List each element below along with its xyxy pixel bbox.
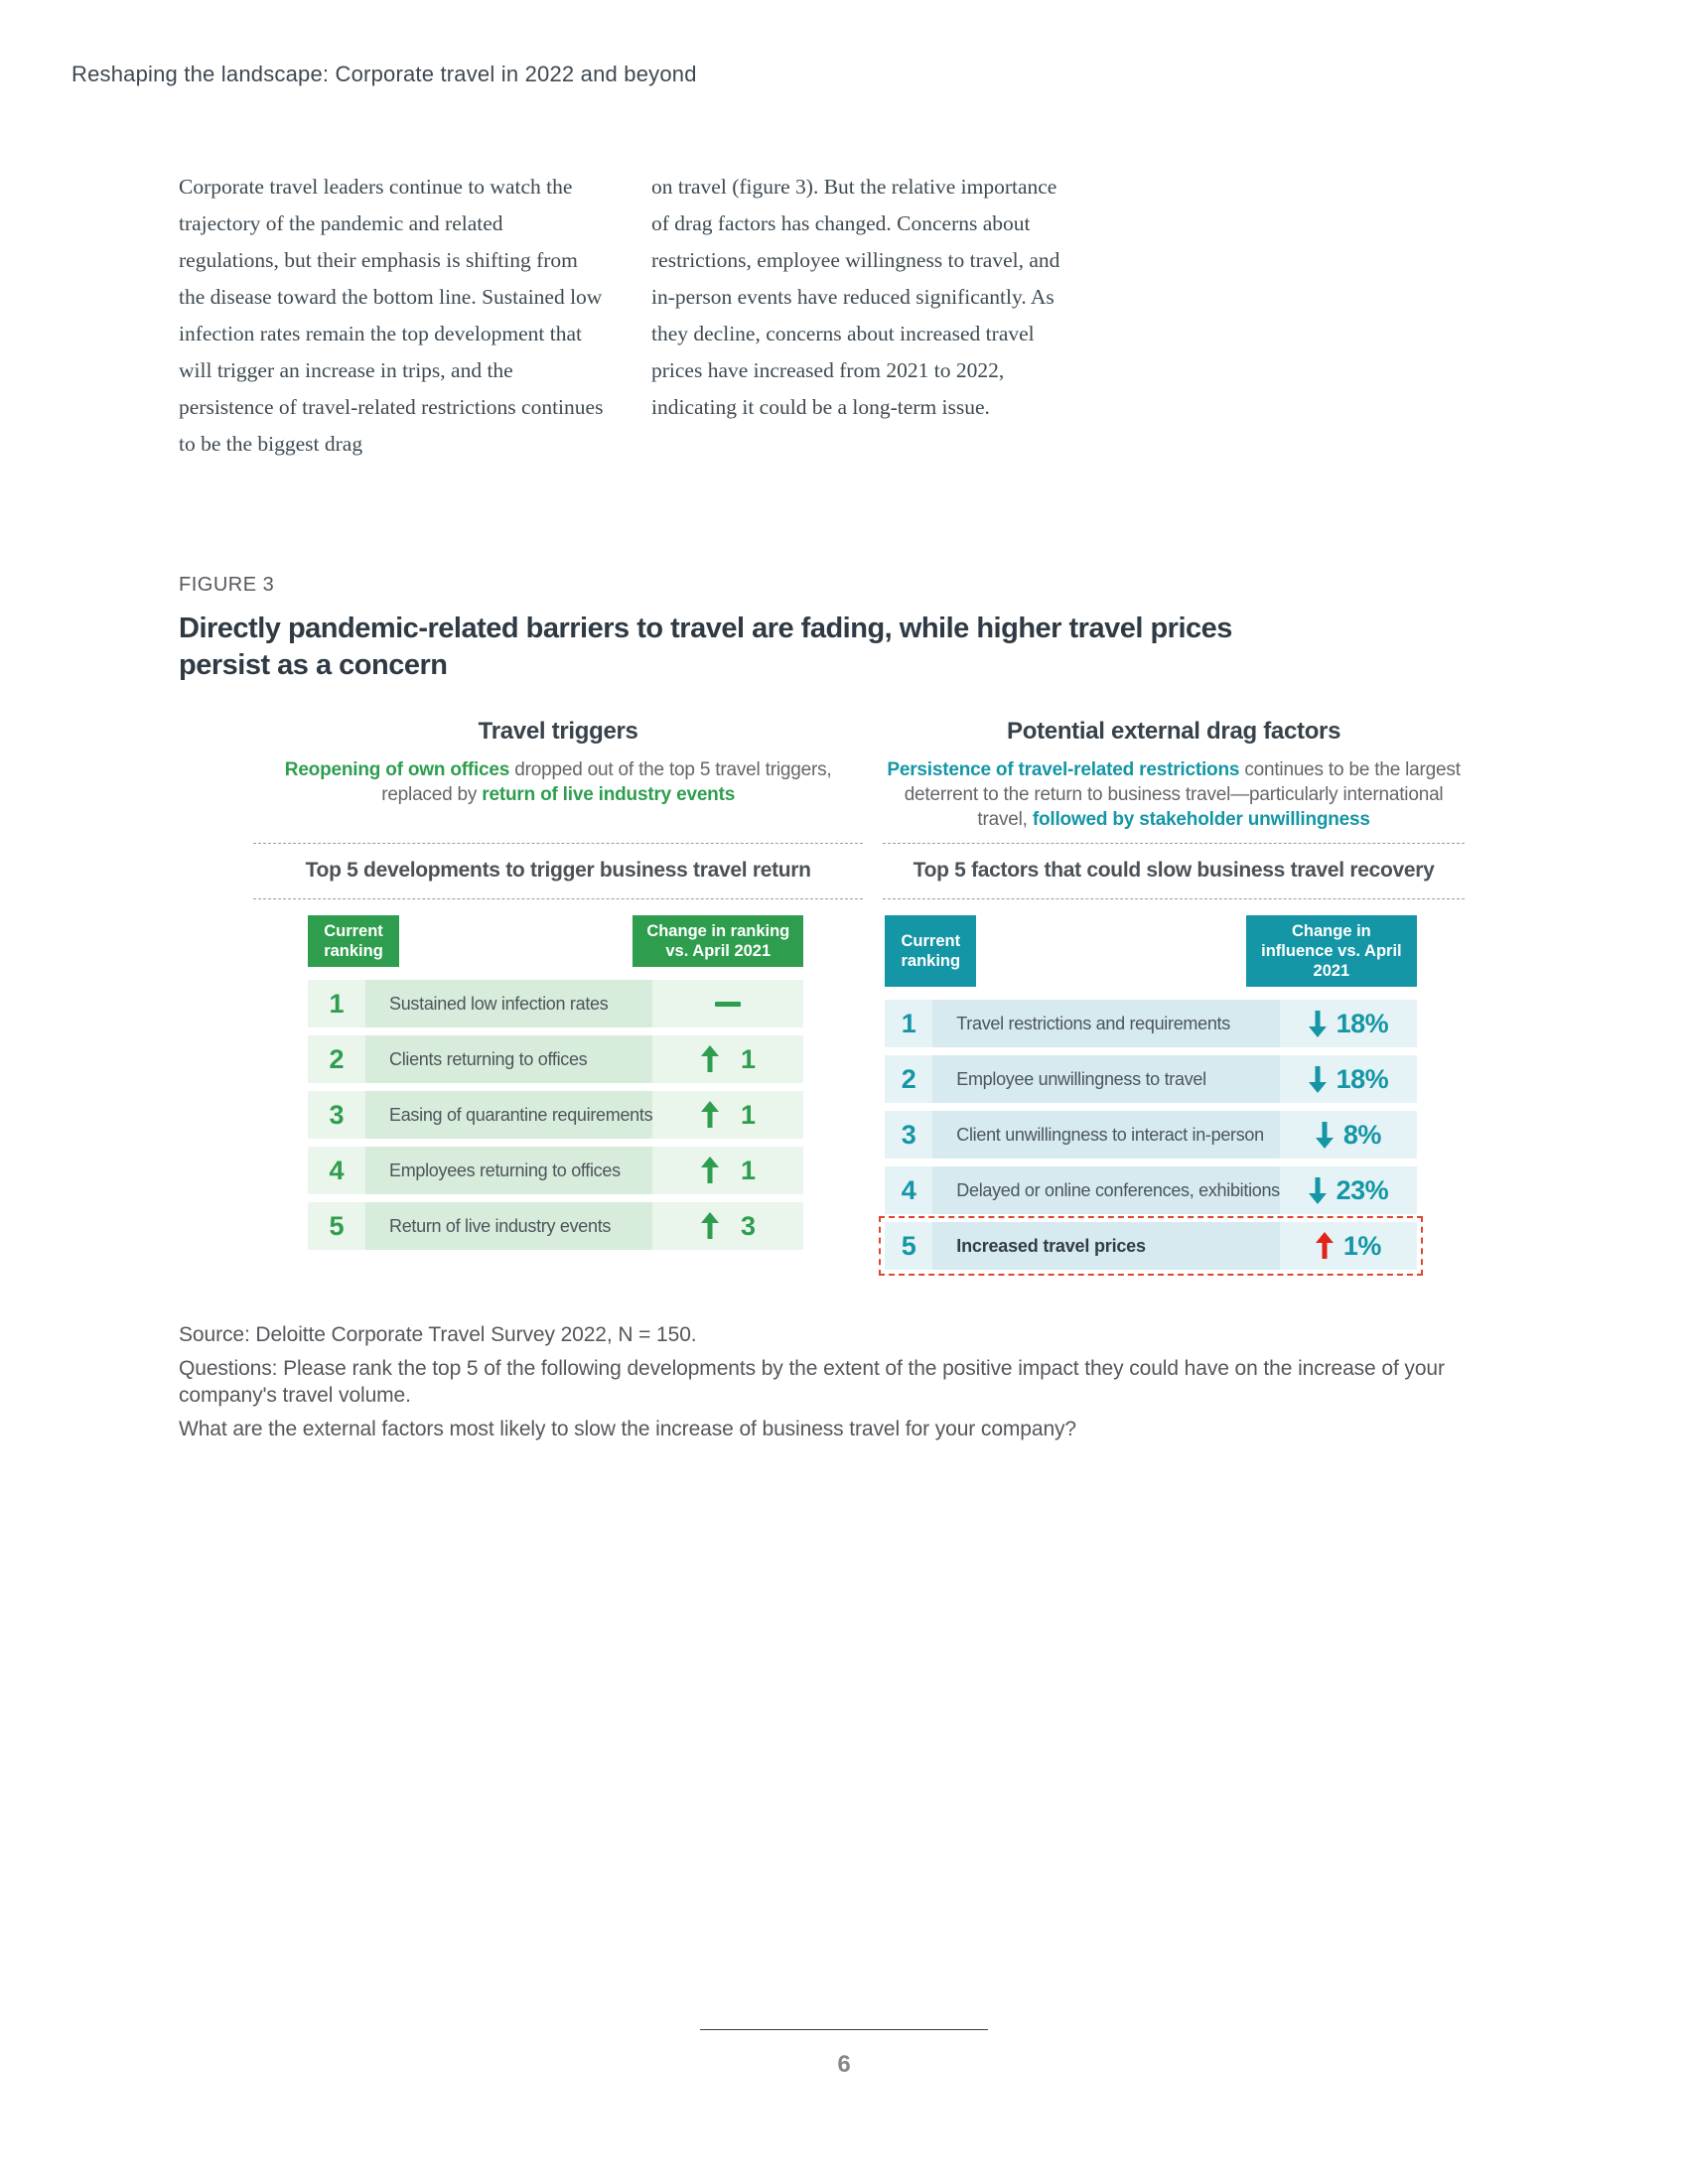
change-value: 18%	[1336, 1063, 1389, 1094]
rank-number: 2	[885, 1055, 932, 1103]
row-label: Return of live industry events	[365, 1202, 652, 1250]
table-row	[308, 1091, 803, 1139]
panel-heading: Potential external drag factors	[1007, 718, 1341, 745]
source-notes	[179, 1321, 1462, 1442]
change-in-ranking-chip: Change in ranking vs. April 2021	[633, 915, 803, 967]
table-row	[308, 980, 803, 1027]
table-row	[308, 1147, 803, 1194]
figure-title: Directly pandemic-related barriers to travel are fading, while higher travel prices persist as a concern	[179, 613, 1232, 681]
rank-number: 3	[885, 1111, 932, 1159]
page-content	[179, 169, 1462, 1449]
rank-number: 4	[308, 1147, 365, 1194]
figure-label: FIGURE 3	[179, 574, 275, 596]
no-change-dash-icon	[715, 1002, 741, 1007]
change-cell	[1280, 1166, 1417, 1214]
rank-number: 1	[308, 980, 365, 1027]
row-label: Delayed or online conferences, exhibitions	[932, 1166, 1280, 1214]
table-row	[308, 1035, 803, 1083]
current-ranking-chip: Current ranking	[308, 915, 399, 967]
change-value: 1	[741, 1043, 756, 1074]
current-ranking-chip: Current ranking	[885, 915, 976, 987]
table-row	[885, 1000, 1417, 1047]
row-label: Employee unwillingness to travel	[932, 1055, 1280, 1103]
panel-subtitle	[883, 757, 1465, 843]
change-cell	[652, 1147, 803, 1194]
footer-divider	[700, 2029, 988, 2030]
row-label: Clients returning to offices	[365, 1035, 652, 1083]
drag-factors-panel	[883, 718, 1465, 1278]
subtitle-text-part: continues to be the largest deterrent to the return to business travel—particularly international travel,	[904, 759, 1461, 830]
rank-number: 1	[885, 1000, 932, 1047]
rank-number: 5	[308, 1202, 365, 1250]
intro-paragraph-left: Corporate travel leaders continue to watch the trajectory of the pandemic and related regulations, but their emphasis is shifting from the disease toward the bottom line. Sustained low infection rates remain the top development that will trigger an increase in trips, and the persistence of travel-related restrictions continues to be the biggest drag	[179, 175, 604, 456]
table-rows	[885, 1000, 1417, 1270]
rank-number: 2	[308, 1035, 365, 1083]
drag-factors-table	[885, 915, 1417, 1270]
panel-band-title: Top 5 developments to trigger business travel return	[253, 843, 863, 899]
row-label: Travel restrictions and requirements	[932, 1000, 1280, 1047]
up-arrow-icon	[701, 1157, 719, 1184]
change-in-influence-chip: Change in influence vs. April 2021	[1246, 915, 1417, 987]
change-cell	[1280, 1055, 1417, 1103]
change-value: 1%	[1342, 1230, 1381, 1261]
down-arrow-icon	[1316, 1121, 1334, 1149]
rank-number: 5	[885, 1222, 932, 1270]
change-cell	[1280, 1000, 1417, 1047]
down-arrow-icon	[1309, 1065, 1327, 1093]
figure-panels	[253, 718, 1461, 1278]
table-row	[885, 1222, 1417, 1270]
source-question-1: Questions: Please rank the top 5 of the following developments by the extent of the positive impact they could have on the increase of your company's travel volume.	[179, 1357, 1445, 1407]
up-arrow-icon	[701, 1212, 719, 1240]
subtitle-text-part: return of live industry events	[482, 784, 736, 805]
table-row	[885, 1111, 1417, 1159]
up-arrow-icon	[701, 1045, 719, 1073]
change-value: 3	[741, 1210, 756, 1241]
subtitle-text-part: Persistence of travel-related restrictions	[887, 759, 1240, 780]
change-cell	[652, 980, 803, 1027]
change-value: 8%	[1342, 1119, 1381, 1150]
row-label: Increased travel prices	[932, 1222, 1280, 1270]
change-cell	[652, 1202, 803, 1250]
table-header-chips	[885, 915, 1417, 987]
panel-subtitle	[253, 757, 863, 843]
table-header-chips	[308, 915, 803, 967]
rank-number: 3	[308, 1091, 365, 1139]
table-row	[885, 1166, 1417, 1214]
down-arrow-icon	[1309, 1010, 1327, 1037]
rank-number: 4	[885, 1166, 932, 1214]
panel-band-title: Top 5 factors that could slow business travel recovery	[883, 843, 1465, 899]
source-line: Source: Deloitte Corporate Travel Survey 2022, N = 150.	[179, 1323, 697, 1346]
row-label: Employees returning to offices	[365, 1147, 652, 1194]
source-question-2: What are the external factors most likely to slow the increase of business travel for your company?	[179, 1418, 1077, 1440]
table-row	[885, 1055, 1417, 1103]
row-label: Easing of quarantine requirements	[365, 1091, 652, 1139]
change-value: 23%	[1336, 1174, 1389, 1205]
table-rows	[308, 980, 803, 1250]
up-arrow-icon	[1316, 1232, 1334, 1260]
intro-paragraph-right: on travel (figure 3). But the relative importance of drag factors has changed. Concerns about restrictions, employee willingness to travel, and in-person events have reduced significantly. As they decline, concerns about increased travel prices have increased from 2021 to 2022, indicating it could be a long-term issue.	[651, 175, 1060, 419]
panel-heading: Travel triggers	[478, 718, 638, 745]
travel-triggers-panel	[253, 718, 863, 1278]
change-cell	[1280, 1222, 1417, 1270]
down-arrow-icon	[1309, 1176, 1327, 1204]
table-row	[308, 1202, 803, 1250]
change-value: 1	[741, 1155, 756, 1185]
change-value: 1	[741, 1099, 756, 1130]
subtitle-text-part: followed by stakeholder unwillingness	[1032, 809, 1370, 830]
up-arrow-icon	[701, 1101, 719, 1129]
subtitle-text-part: dropped out of the top 5 travel triggers, replaced by	[381, 759, 832, 805]
page-number: 6	[837, 2051, 851, 2078]
row-label: Client unwillingness to interact in-person	[932, 1111, 1280, 1159]
change-cell	[652, 1035, 803, 1083]
row-label: Sustained low infection rates	[365, 980, 652, 1027]
change-value: 18%	[1336, 1008, 1389, 1038]
change-cell	[652, 1091, 803, 1139]
change-cell	[1280, 1111, 1417, 1159]
subtitle-text-part: Reopening of own offices	[284, 759, 510, 780]
travel-triggers-table	[308, 915, 803, 1250]
intro-columns	[179, 169, 1462, 463]
running-header: Reshaping the landscape: Corporate travel in 2022 and beyond	[71, 62, 697, 86]
